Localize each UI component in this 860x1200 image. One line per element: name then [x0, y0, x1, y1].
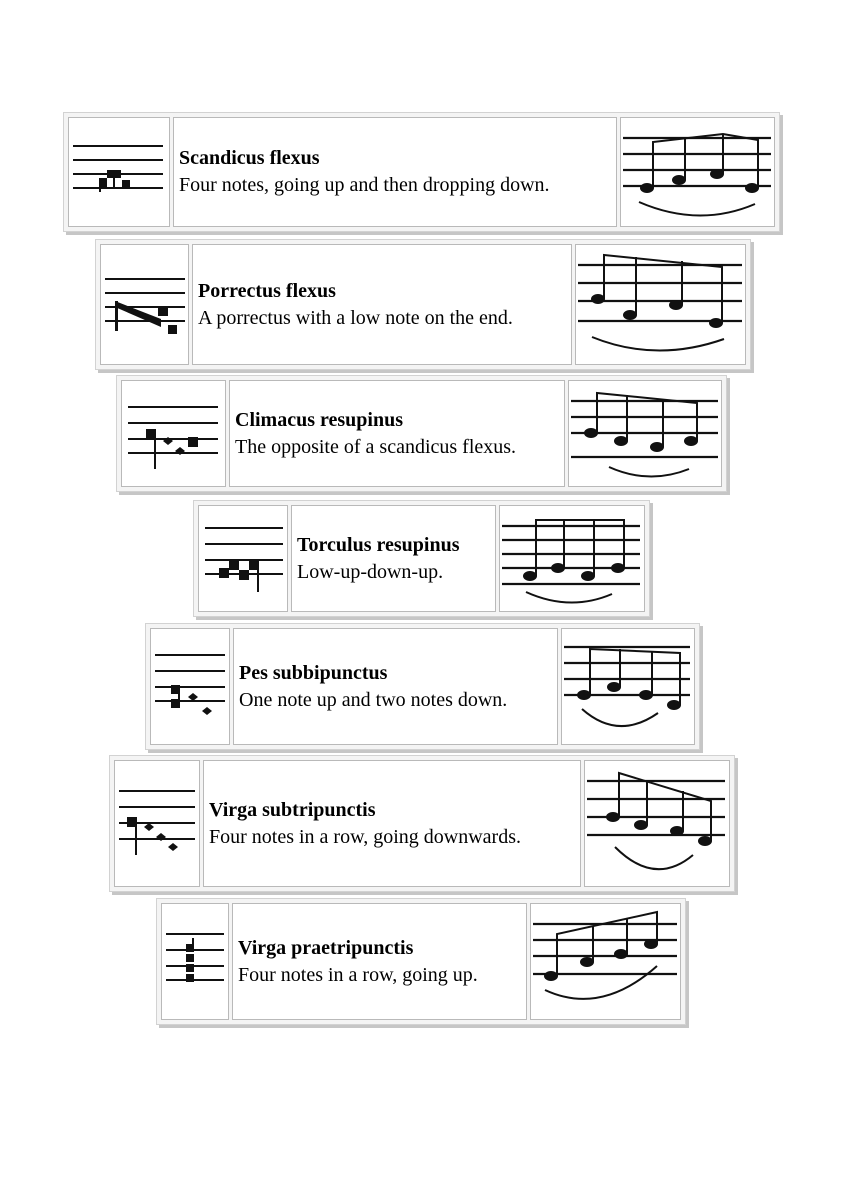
- neume-description: A porrectus with a low note on the end.: [198, 306, 513, 329]
- porrectus-flexus-neume-icon: [100, 244, 189, 365]
- pes-subbipunctus-neume-icon: [150, 628, 230, 745]
- neume-card-virga-subtripunctis: [109, 755, 735, 892]
- torculus-resupinus-modern-notation: [499, 505, 645, 612]
- climacus-resupinus-text: [229, 380, 565, 487]
- pes-subbipunctus-text: [233, 628, 558, 745]
- neume-title: Torculus resupinus: [297, 533, 460, 556]
- virga-subtripunctis-text: [203, 760, 581, 887]
- virga-praetripunctis-modern-notation: [530, 903, 681, 1020]
- climacus-resupinus-neume-icon: [121, 380, 226, 487]
- neume-card-virga-praetripunctis: [156, 898, 686, 1025]
- scandicus-flexus-modern-notation: [620, 117, 775, 227]
- porrectus-flexus-text: [192, 244, 572, 365]
- pes-subbipunctus-modern-notation: [561, 628, 695, 745]
- neume-title: Scandicus flexus: [179, 147, 320, 169]
- virga-praetripunctis-text: [232, 903, 527, 1020]
- neume-card-pes-subbipunctus: [145, 623, 700, 750]
- neume-title: Pes subbipunctus: [239, 661, 388, 684]
- neume-title: Climacus resupinus: [235, 408, 404, 431]
- neume-title: Porrectus flexus: [198, 279, 336, 302]
- torculus-resupinus-text: [291, 505, 496, 612]
- torculus-resupinus-neume-icon: [198, 505, 288, 612]
- neume-title: Virga subtripunctis: [209, 798, 376, 821]
- scandicus-flexus-text: [173, 117, 617, 227]
- neume-description: Four notes, going up and then dropping down.: [179, 174, 550, 196]
- virga-praetripunctis-neume-icon: [161, 903, 229, 1020]
- neume-description: Four notes in a row, going up.: [238, 963, 478, 986]
- neume-description: Four notes in a row, going downwards.: [209, 825, 522, 848]
- climacus-resupinus-modern-notation: [568, 380, 722, 487]
- neume-title: Virga praetripunctis: [238, 936, 414, 959]
- virga-subtripunctis-modern-notation: [584, 760, 730, 887]
- neume-description: The opposite of a scandicus flexus.: [235, 435, 517, 458]
- neume-card-climacus-resupinus: [116, 375, 727, 492]
- neume-card-scandicus-flexus: [63, 112, 780, 232]
- porrectus-flexus-modern-notation: [575, 244, 746, 365]
- scandicus-flexus-neume-icon: [68, 117, 170, 227]
- virga-subtripunctis-neume-icon: [114, 760, 200, 887]
- neume-card-porrectus-flexus: [95, 239, 751, 370]
- neume-description: Low-up-down-up.: [297, 560, 444, 583]
- neume-description: One note up and two notes down.: [239, 688, 508, 711]
- neume-card-torculus-resupinus: [193, 500, 650, 617]
